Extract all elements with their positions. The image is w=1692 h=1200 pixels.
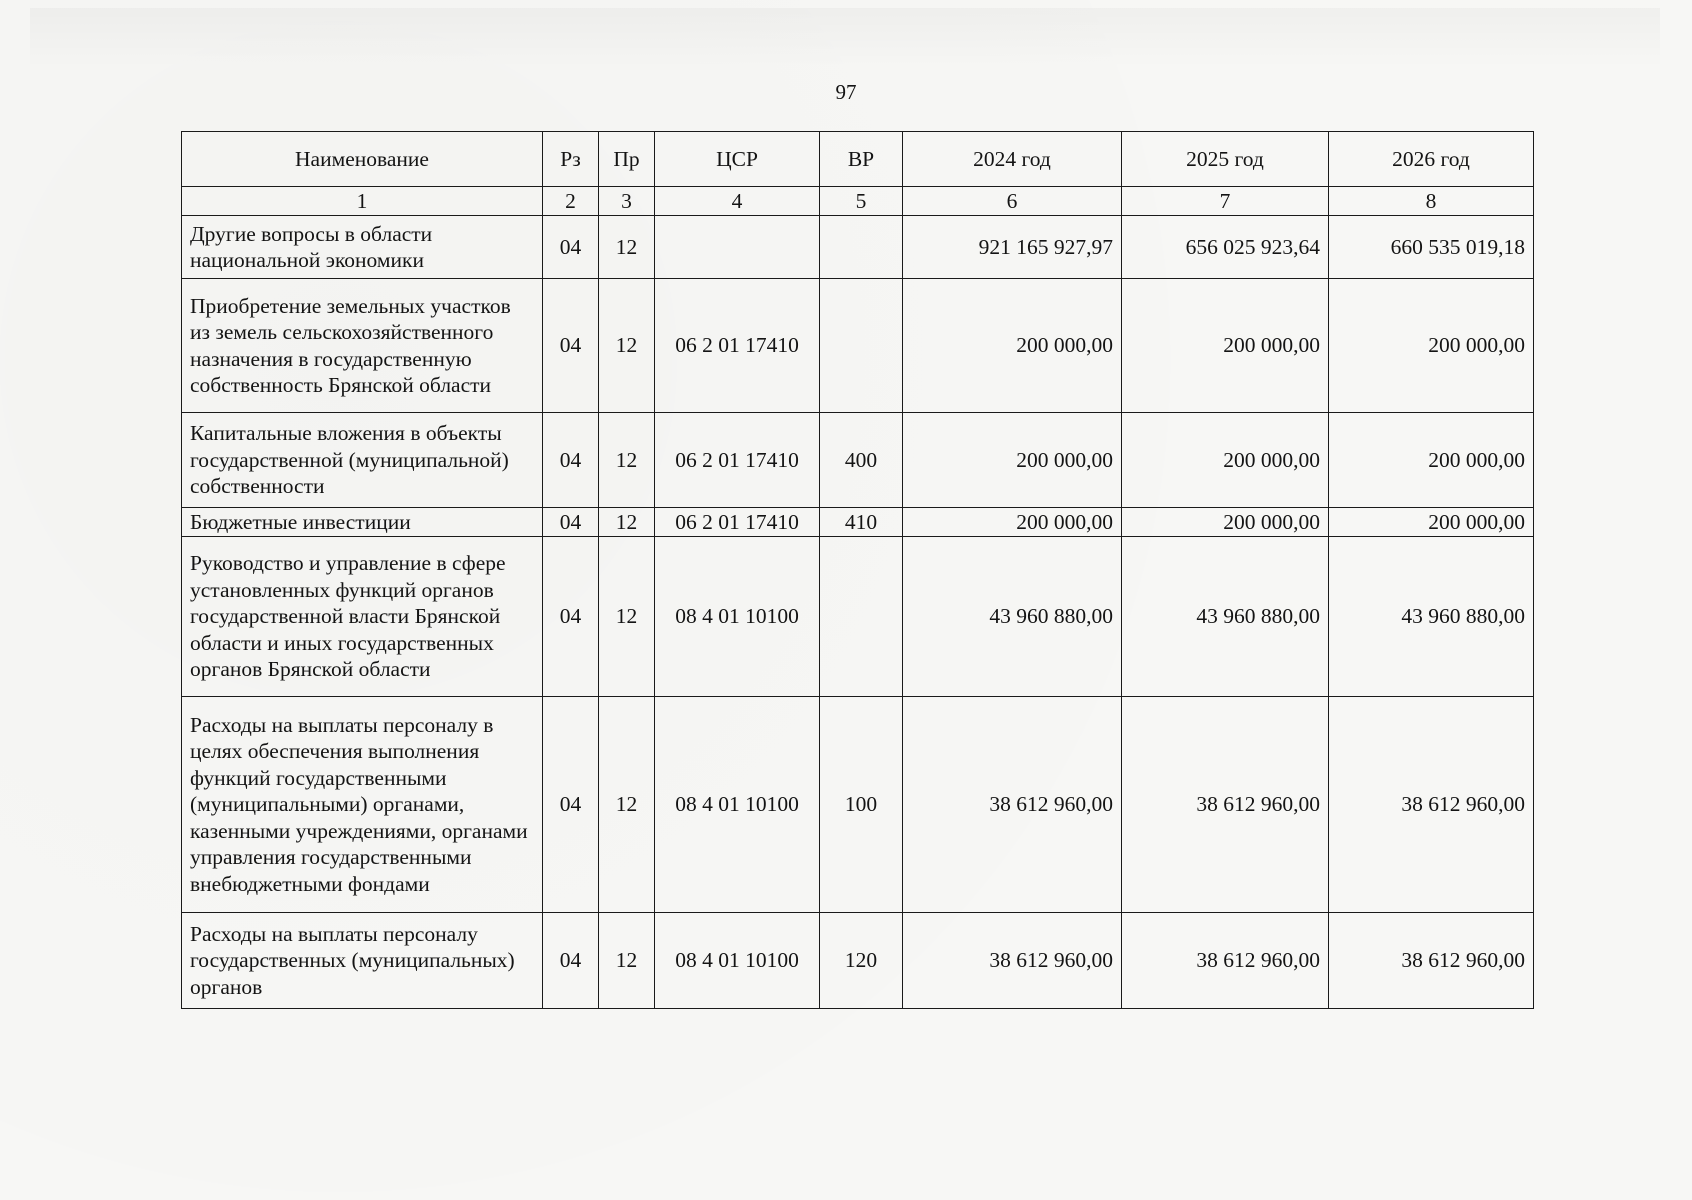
table-row (182, 279, 1534, 413)
row-pr: 12 (599, 413, 655, 508)
row-amount-2024: 921 165 927,97 (903, 216, 1122, 279)
budget-table (181, 131, 1534, 1009)
row-amount-2024: 38 612 960,00 (903, 697, 1122, 913)
row-pr: 12 (599, 697, 655, 913)
row-pr: 12 (599, 279, 655, 413)
row-csr: 08 4 01 10100 (655, 913, 820, 1009)
row-pr: 12 (599, 537, 655, 697)
header-2026: 2026 год (1329, 132, 1534, 187)
column-number: 5 (820, 187, 903, 216)
row-amount-2025: 200 000,00 (1122, 413, 1329, 508)
row-amount-2025: 38 612 960,00 (1122, 697, 1329, 913)
row-pr: 12 (599, 913, 655, 1009)
row-amount-2024: 200 000,00 (903, 413, 1122, 508)
page-number: 97 (835, 80, 857, 104)
table-row (182, 537, 1534, 697)
row-name: Расходы на выплаты персоналу государственных (муниципальных) органов (182, 913, 543, 1009)
header-name: Наименование (182, 132, 543, 187)
row-amount-2025: 38 612 960,00 (1122, 913, 1329, 1009)
column-number: 3 (599, 187, 655, 216)
row-amount-2024: 43 960 880,00 (903, 537, 1122, 697)
column-number: 7 (1122, 187, 1329, 216)
row-pr: 12 (599, 216, 655, 279)
row-csr: 06 2 01 17410 (655, 413, 820, 508)
row-name: Приобретение земельных участков из земель сельскохозяйственного назначения в государственную собственность Брянской области (182, 279, 543, 413)
column-number: 6 (903, 187, 1122, 216)
row-rz: 04 (543, 216, 599, 279)
row-amount-2026: 38 612 960,00 (1329, 913, 1534, 1009)
row-amount-2024: 38 612 960,00 (903, 913, 1122, 1009)
row-vr (820, 537, 903, 697)
row-rz: 04 (543, 913, 599, 1009)
row-amount-2024: 200 000,00 (903, 508, 1122, 537)
column-number: 1 (182, 187, 543, 216)
table-row (182, 913, 1534, 1009)
row-name: Капитальные вложения в объекты государственной (муниципальной) собственности (182, 413, 543, 508)
row-pr: 12 (599, 508, 655, 537)
row-csr: 06 2 01 17410 (655, 279, 820, 413)
row-name: Руководство и управление в сфере установленных функций органов государственной власти Брянской области и иных государственных органов Брянской области (182, 537, 543, 697)
row-amount-2024: 200 000,00 (903, 279, 1122, 413)
row-amount-2025: 656 025 923,64 (1122, 216, 1329, 279)
row-rz: 04 (543, 413, 599, 508)
row-amount-2026: 43 960 880,00 (1329, 537, 1534, 697)
row-amount-2025: 200 000,00 (1122, 279, 1329, 413)
header-2024: 2024 год (903, 132, 1122, 187)
row-csr: 06 2 01 17410 (655, 508, 820, 537)
table-row (182, 508, 1534, 537)
column-number: 2 (543, 187, 599, 216)
row-amount-2026: 200 000,00 (1329, 413, 1534, 508)
header-2025: 2025 год (1122, 132, 1329, 187)
row-vr (820, 279, 903, 413)
header-vr: ВР (820, 132, 903, 187)
row-amount-2025: 200 000,00 (1122, 508, 1329, 537)
row-csr (655, 216, 820, 279)
row-vr (820, 216, 903, 279)
row-amount-2026: 200 000,00 (1329, 279, 1534, 413)
table-row (182, 216, 1534, 279)
column-number-row (182, 187, 1534, 216)
header-rz: Рз (543, 132, 599, 187)
scan-noise (30, 8, 1660, 68)
row-amount-2025: 43 960 880,00 (1122, 537, 1329, 697)
row-name: Другие вопросы в области национальной экономики (182, 216, 543, 279)
row-name: Бюджетные инвестиции (182, 508, 543, 537)
row-vr: 100 (820, 697, 903, 913)
header-csr: ЦСР (655, 132, 820, 187)
row-amount-2026: 660 535 019,18 (1329, 216, 1534, 279)
column-number: 8 (1329, 187, 1534, 216)
header-pr: Пр (599, 132, 655, 187)
row-name: Расходы на выплаты персоналу в целях обеспечения выполнения функций государственными (муниципальными) органами, казенными учреждениями, органами управления государственными внебюджетными фондами (182, 697, 543, 913)
header-row (182, 132, 1534, 187)
table-row (182, 413, 1534, 508)
row-rz: 04 (543, 279, 599, 413)
row-rz: 04 (543, 697, 599, 913)
row-amount-2026: 38 612 960,00 (1329, 697, 1534, 913)
row-vr: 400 (820, 413, 903, 508)
row-csr: 08 4 01 10100 (655, 537, 820, 697)
row-vr: 410 (820, 508, 903, 537)
row-rz: 04 (543, 508, 599, 537)
row-csr: 08 4 01 10100 (655, 697, 820, 913)
column-number: 4 (655, 187, 820, 216)
row-rz: 04 (543, 537, 599, 697)
row-vr: 120 (820, 913, 903, 1009)
table-row (182, 697, 1534, 913)
row-amount-2026: 200 000,00 (1329, 508, 1534, 537)
